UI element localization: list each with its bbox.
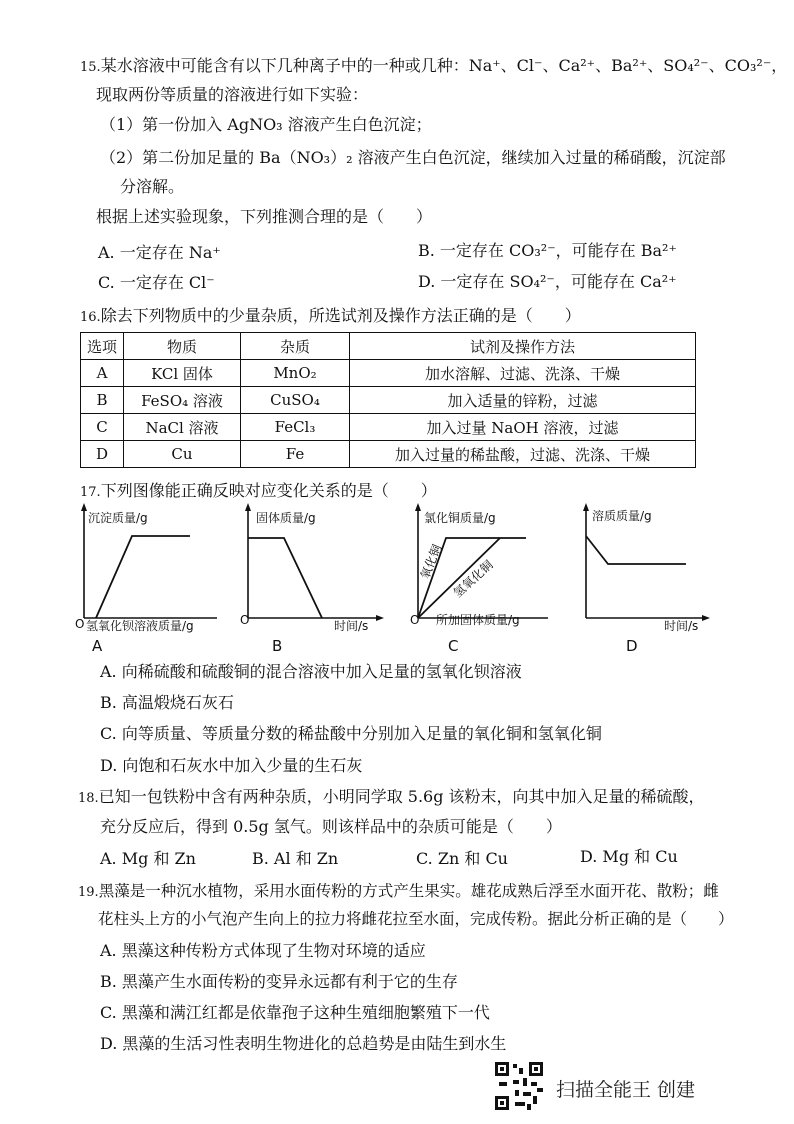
q15-number: 15. xyxy=(80,60,101,75)
table-row xyxy=(81,414,696,441)
table-cell: D xyxy=(81,441,124,468)
q16-table xyxy=(80,332,696,468)
graph-b-origin: O xyxy=(240,613,250,627)
graph-c-line2-label: 氢氧化铜 xyxy=(450,557,496,601)
q19-option-c: C. 黑藻和满江红都是依靠孢子这种生殖细胞繁殖下一代 xyxy=(100,1003,490,1022)
graph-b-ylabel: 固体质量/g xyxy=(256,511,316,525)
table-cell: NaCl 溶液 xyxy=(124,414,241,441)
graph-d-letter: D xyxy=(626,637,638,655)
table-cell: 加入适量的锌粉，过滤 xyxy=(350,387,696,414)
graph-c-line1-label: 氧化铜 xyxy=(417,542,445,582)
q18-number: 18. xyxy=(78,791,99,806)
table-row xyxy=(81,387,696,414)
q19-stem2: 花柱头上方的小气泡产生向上的拉力将雌花拉至水面，完成传粉。据此分析正确的是（ ） xyxy=(98,910,734,928)
table-cell: CuSO₄ xyxy=(241,387,350,414)
graph-c xyxy=(408,500,558,635)
graph-a-origin: O xyxy=(75,617,85,631)
table-cell: B xyxy=(81,387,124,414)
graph-a-xlabel: 氢氧化钡溶液质量/g xyxy=(86,619,194,633)
q16-stem-line xyxy=(80,305,581,329)
q15-option-a: A. 一定存在 Na⁺ xyxy=(98,243,221,262)
table-header-cell: 选项 xyxy=(81,333,124,360)
graph-b xyxy=(238,500,388,635)
graph-c-ylabel: 氯化铜质量/g xyxy=(424,511,496,525)
table-row xyxy=(81,441,696,468)
table-cell: FeSO₄ 溶液 xyxy=(124,387,241,414)
table-cell: 加入过量 NaOH 溶液，过滤 xyxy=(350,414,696,441)
q17-option-b: B. 高温煅烧石灰石 xyxy=(100,693,234,712)
table-cell: MnO₂ xyxy=(241,360,350,387)
table-cell: Cu xyxy=(124,441,241,468)
q16-stem: 除去下列物质中的少量杂质，所选试剂及操作方法正确的是（ ） xyxy=(100,306,581,325)
graph-d-xlabel: 时间/s xyxy=(664,619,699,633)
graph-a-y-arrow xyxy=(81,503,87,511)
q16-number: 16. xyxy=(80,310,101,325)
graph-a-letter: A xyxy=(92,637,103,655)
q15-exp2b: 分溶解。 xyxy=(120,177,185,196)
q19-number: 19. xyxy=(78,885,99,900)
table-cell: FeCl₃ xyxy=(241,414,350,441)
graph-d xyxy=(578,500,718,635)
q15-line1 xyxy=(80,55,787,79)
q18-option-a: A. Mg 和 Zn xyxy=(100,849,196,868)
graph-a xyxy=(72,500,222,635)
q17-stem: 下列图像能正确反映对应变化关系的是（ ） xyxy=(100,481,437,500)
graph-d-y-arrow xyxy=(583,503,589,511)
qr-code-icon xyxy=(495,1062,543,1110)
graph-b-xlabel: 时间/s xyxy=(334,619,369,633)
graph-a-curve xyxy=(96,536,190,618)
q19-option-b: B. 黑藻产生水面传粉的变异永远都有利于它的生存 xyxy=(100,972,458,991)
graph-d-x-arrow xyxy=(702,615,710,621)
q18-option-d: D. Mg 和 Cu xyxy=(580,847,678,866)
q15-stem2: 现取两份等质量的溶液进行如下实验： xyxy=(96,85,369,104)
graph-b-curve xyxy=(248,538,322,618)
q19-option-d: D. 黑藻的生活习性表明生物进化的总趋势是由陆生到水生 xyxy=(100,1034,507,1053)
graph-c-letter: C xyxy=(448,637,459,655)
table-header-row xyxy=(81,333,696,360)
q18-stem2: 充分反应后，得到 0.5g 氢气。则该样品中的杂质可能是（ ） xyxy=(100,817,562,836)
table-header-cell: 杂质 xyxy=(241,333,350,360)
q17-option-a: A. 向稀硫酸和硫酸铜的混合溶液中加入足量的氢氧化钡溶液 xyxy=(100,662,522,681)
graph-c-xlabel: 所加固体质量/g xyxy=(436,613,520,627)
table-cell: A xyxy=(81,360,124,387)
q19-option-a: A. 黑藻这种传粉方式体现了生物对环境的适应 xyxy=(100,941,426,960)
scanner-watermark: 扫描全能王 创建 xyxy=(556,1079,696,1101)
graph-b-x-arrow xyxy=(376,615,384,621)
q15-stem: 某水溶液中可能含有以下几种离子中的一种或几种：Na⁺、Cl⁻、Ca²⁺、Ba²⁺、SO₄²⁻、CO₃²⁻， xyxy=(100,56,788,75)
graph-d-curve xyxy=(586,536,686,564)
q18-option-b: B. Al 和 Zn xyxy=(252,849,339,868)
table-header-cell: 物质 xyxy=(124,333,241,360)
q17-option-c: C. 向等质量、等质量分数的稀盐酸中分别加入足量的氧化铜和氢氧化铜 xyxy=(100,724,602,743)
q15-ask: 根据上述实验现象，下列推测合理的是（ ） xyxy=(96,207,433,226)
q19-stem1: 黑藻是一种沉水植物，采用水面传粉的方式产生果实。雄花成熟后浮至水面开花、散粉；雌 xyxy=(98,882,719,900)
table-cell: 加入过量的稀盐酸，过滤、洗涤、干燥 xyxy=(350,441,696,468)
table-cell: C xyxy=(81,414,124,441)
graph-c-y-arrow xyxy=(415,503,421,511)
q17-number: 17. xyxy=(80,485,101,500)
q15-exp1: （1）第一份加入 AgNO₃ 溶液产生白色沉淀； xyxy=(100,115,432,134)
graph-b-letter: B xyxy=(272,637,283,655)
graph-c-origin: O xyxy=(410,613,420,627)
table-cell: 加水溶解、过滤、洗涤、干燥 xyxy=(350,360,696,387)
q15-option-c: C. 一定存在 Cl⁻ xyxy=(98,273,215,292)
table-cell: KCl 固体 xyxy=(124,360,241,387)
table-header-cell: 试剂及操作方法 xyxy=(350,333,696,360)
q15-option-b: B. 一定存在 CO₃²⁻，可能存在 Ba²⁺ xyxy=(418,241,677,260)
graph-d-ylabel: 溶质质量/g xyxy=(592,509,652,523)
graph-b-y-arrow xyxy=(245,503,251,511)
q18-stem-line1 xyxy=(78,786,705,810)
q18-option-c: C. Zn 和 Cu xyxy=(416,849,508,868)
q15-option-d: D. 一定存在 SO₄²⁻，可能存在 Ca²⁺ xyxy=(418,272,677,291)
table-row xyxy=(81,360,696,387)
q17-option-d: D. 向饱和石灰水中加入少量的生石灰 xyxy=(100,756,363,775)
graph-a-ylabel: 沉淀质量/g xyxy=(88,511,148,525)
table-cell: Fe xyxy=(241,441,350,468)
q15-exp2a: （2）第二份加足量的 Ba（NO₃）₂ 溶液产生白色沉淀，继续加入过量的稀硝酸，沉淀部 xyxy=(100,148,726,167)
q19-stem-line1 xyxy=(78,880,719,904)
q18-stem1: 已知一包铁粉中含有两种杂质，小明同学取 5.6g 该粉末，向其中加入足量的稀硫酸， xyxy=(98,787,705,806)
